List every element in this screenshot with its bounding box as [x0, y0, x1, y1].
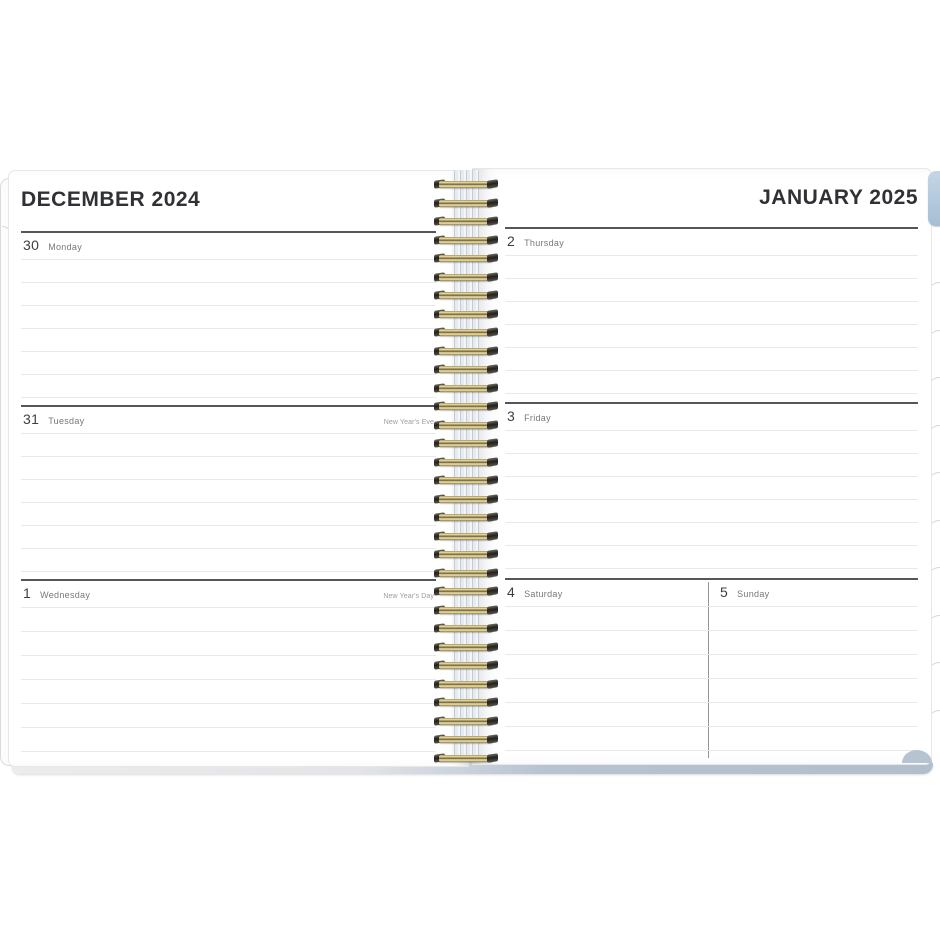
day-name: Monday: [48, 242, 83, 252]
day-header-sunday: [720, 580, 916, 600]
ruled-lines: [505, 255, 918, 397]
spiral-coil: [434, 199, 498, 207]
coil-wire: [439, 459, 493, 466]
day-number: 31: [23, 411, 40, 427]
ruled-lines: [21, 433, 436, 575]
spiral-coil: [434, 754, 498, 762]
ruled-lines: [21, 607, 436, 757]
spiral-coil: [434, 606, 498, 614]
coil-wire: [439, 755, 493, 762]
day-name: Sunday: [737, 589, 770, 599]
coil-wire: [439, 570, 493, 577]
day-section-monday: [21, 231, 436, 407]
coil-wire: [439, 533, 493, 540]
spiral-coil: [434, 328, 498, 336]
spiral-coil: [434, 495, 498, 503]
coil-wire: [439, 440, 493, 447]
day-name: Friday: [524, 413, 551, 423]
coil-wire: [439, 625, 493, 632]
day-number: 30: [23, 237, 40, 253]
spiral-coil: [434, 458, 498, 466]
coil-wire: [439, 385, 493, 392]
coil-wire: [439, 681, 493, 688]
day-section-thursday: [505, 227, 918, 404]
day-number: 4: [507, 584, 516, 600]
coil-wire: [439, 736, 493, 743]
coil-wire: [439, 218, 493, 225]
day-header-saturday: [507, 580, 563, 600]
day-section-wednesday: [21, 579, 436, 757]
spiral-coil: [434, 365, 498, 373]
day-section-weekend: [505, 578, 918, 758]
coil-wire: [439, 718, 493, 725]
spiral-coil: [434, 735, 498, 743]
right-month-title: JANUARY 2025: [759, 186, 918, 209]
coil-wire: [439, 292, 493, 299]
coil-wire: [439, 644, 493, 651]
spiral-binding: [434, 180, 498, 762]
day-section-tuesday: [21, 405, 436, 581]
spiral-coil: [434, 421, 498, 429]
spiral-coil: [434, 532, 498, 540]
day-number: 2: [507, 233, 516, 249]
day-number: 3: [507, 408, 516, 424]
right-page: [472, 168, 932, 765]
day-header: [505, 404, 918, 424]
day-name: Wednesday: [40, 590, 91, 600]
spiral-coil: [434, 217, 498, 225]
coil-wire: [439, 403, 493, 410]
spiral-coil: [434, 273, 498, 281]
coil-wire: [439, 237, 493, 244]
month-tab: [928, 171, 940, 226]
left-month-title: DECEMBER 2024: [21, 188, 201, 211]
coil-wire: [439, 662, 493, 669]
spiral-coil: [434, 384, 498, 392]
spiral-coil: [434, 643, 498, 651]
day-header: [21, 407, 436, 427]
spiral-coil: [434, 291, 498, 299]
day-header: [21, 233, 436, 253]
holiday-label: New Year's Day: [383, 593, 434, 600]
coil-wire: [439, 496, 493, 503]
spiral-coil: [434, 476, 498, 484]
day-name: Thursday: [524, 238, 565, 248]
spiral-coil: [434, 569, 498, 577]
coil-wire: [439, 200, 493, 207]
spiral-coil: [434, 717, 498, 725]
day-name: Tuesday: [48, 416, 85, 426]
coil-wire: [439, 699, 493, 706]
spiral-coil: [434, 661, 498, 669]
day-header: [21, 581, 436, 601]
coil-wire: [439, 329, 493, 336]
spiral-coil: [434, 550, 498, 558]
spiral-coil: [434, 236, 498, 244]
left-page: [8, 170, 469, 767]
spiral-coil: [434, 513, 498, 521]
day-number: 1: [23, 585, 32, 601]
coil-wire: [439, 274, 493, 281]
coil-wire: [439, 181, 493, 188]
spiral-coil: [434, 439, 498, 447]
ruled-lines: [505, 430, 918, 572]
coil-wire: [439, 366, 493, 373]
coil-wire: [439, 514, 493, 521]
coil-wire: [439, 255, 493, 262]
spiral-coil: [434, 180, 498, 188]
day-section-friday: [505, 402, 918, 580]
coil-wire: [439, 422, 493, 429]
spiral-coil: [434, 254, 498, 262]
spiral-coil: [434, 680, 498, 688]
spiral-coil: [434, 698, 498, 706]
coil-wire: [439, 588, 493, 595]
coil-wire: [439, 551, 493, 558]
spiral-coil: [434, 587, 498, 595]
day-name: Saturday: [524, 589, 563, 599]
spiral-coil: [434, 347, 498, 355]
coil-wire: [439, 477, 493, 484]
spiral-coil: [434, 402, 498, 410]
ruled-lines: [505, 606, 918, 756]
coil-wire: [439, 607, 493, 614]
day-number: 5: [720, 584, 729, 600]
coil-wire: [439, 311, 493, 318]
coil-wire: [439, 348, 493, 355]
day-header: [505, 229, 918, 249]
spiral-coil: [434, 310, 498, 318]
holiday-label: New Year's Eve: [383, 419, 434, 426]
ruled-lines: [21, 259, 436, 401]
spiral-coil: [434, 624, 498, 632]
